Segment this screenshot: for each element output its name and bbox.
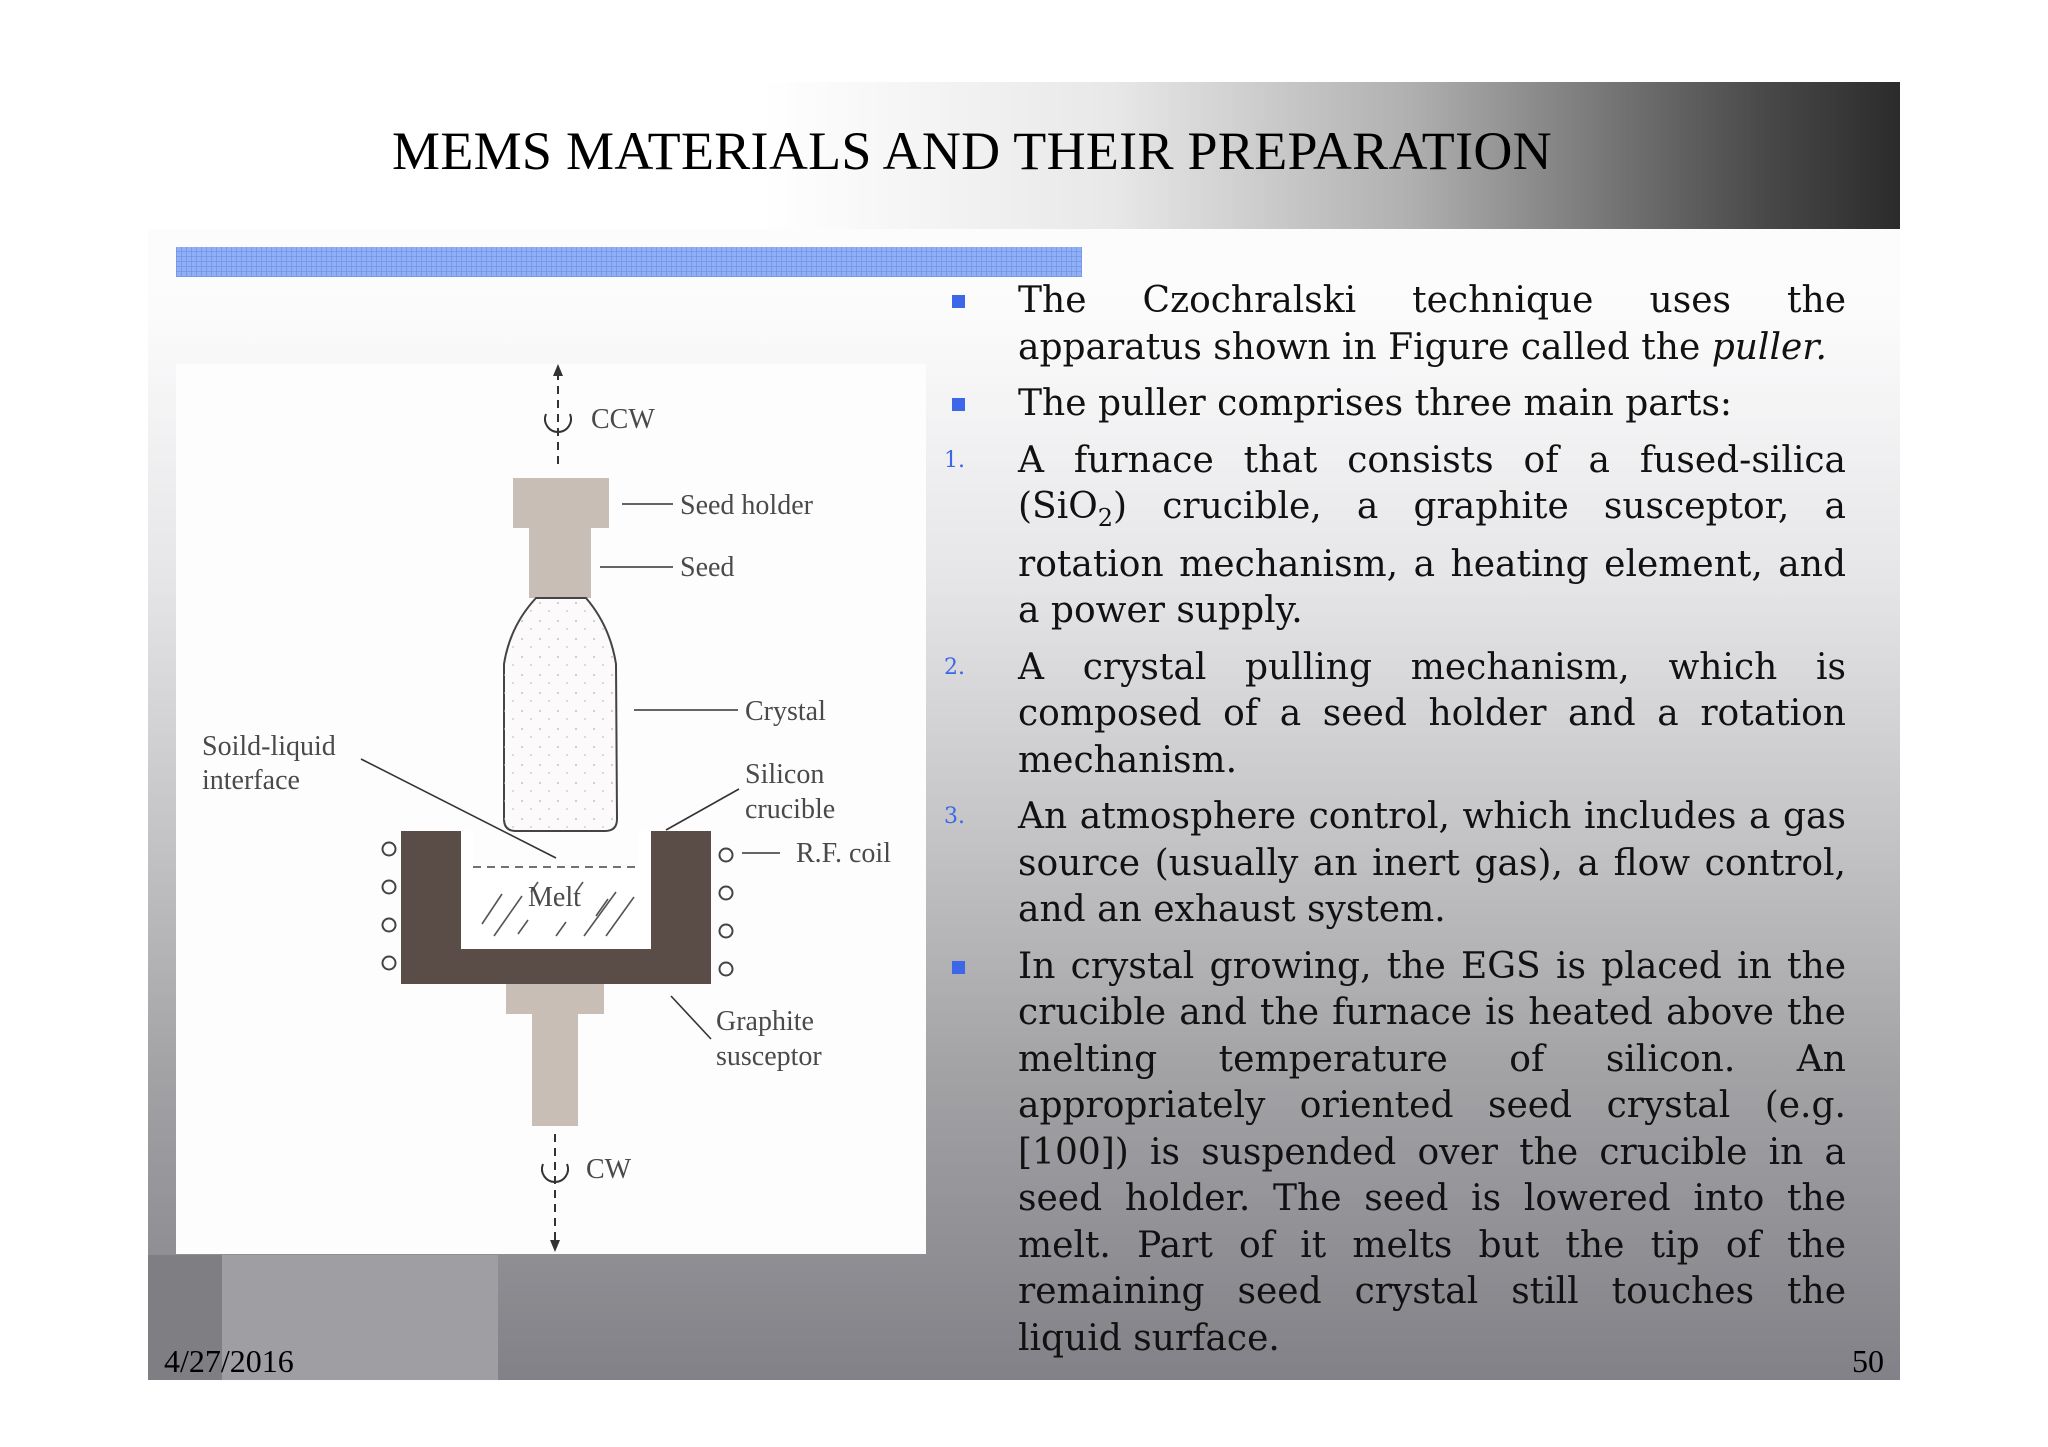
susceptor-shaft [532,1014,578,1126]
slide-date: 4/27/2016 [164,1343,294,1379]
numbered-item-3 [936,794,1846,934]
silicon-crucible-label-2: crucible [745,794,836,825]
numbered-item-1 [936,438,1846,635]
ccw-label: CCW [591,404,655,435]
seed-label: Seed [680,552,735,583]
graphite-susceptor-label-1: Graphite [716,1006,814,1037]
rf-coil-label: R.F. coil [796,838,891,869]
seed-holder [513,478,609,528]
item-3-number: 3. [944,804,965,829]
item-2-text: A crystal pulling mechanism, which is composed of a seed holder and a rotation mechanism. [1018,646,1846,781]
square-bullet-icon [952,398,965,411]
decorative-hatch-bar [176,247,1082,277]
square-bullet-icon [952,295,965,308]
solid-liquid-label-1: Soild-liquid [202,731,336,762]
bullet-1-italic: puller. [1711,326,1827,368]
page-number: 50 [1852,1343,1884,1379]
bullet-item-2 [936,381,1846,428]
item-1-text-b: ) crucible, a graphite susceptor, a rotation mechanism, a heating element, and a power supply. [1018,486,1846,631]
czochralski-puller-figure [176,364,926,1254]
slide-content [936,278,1846,1372]
item-2-number: 2. [944,654,965,680]
silicon-crucible-label-1: Silicon [745,759,825,790]
item-3-text: An atmosphere control, which includes a gas source (usually an inert gas), a flow control, and an exhaust system. [1018,796,1846,930]
slide [148,82,1900,1380]
title-band [148,82,1900,229]
melt-label: Melt [528,882,581,913]
slide-title: MEMS MATERIALS AND THEIR PREPARATION [392,121,1552,181]
graphite-susceptor-label-2: susceptor [716,1041,822,1072]
bullet-1-text: The Czochralski technique uses the apparatus shown in Figure called the [1018,280,1846,368]
solid-liquid-label-2: interface [202,765,300,796]
item-1-text-a: A furnace that consists of a fused-silica (SiO [1018,439,1846,527]
square-bullet-icon [952,961,965,974]
crystal-label: Crystal [745,696,826,727]
down-arrow-icon [550,1240,560,1252]
seed [529,528,591,598]
numbered-item-2 [936,645,1846,785]
bullet-item-3 [936,944,1846,1363]
bullet-3-text: In crystal growing, the EGS is placed in the crucible and the furnace is heated above the melting temperature of silicon. An appropriately oriented seed crystal (e.g. [100]) is suspended over the crucible in a seed holder. The seed is lowered into the melt. Part of it melts but the tip of the remaining seed crystal still touches the liquid surface. [1018,945,1846,1359]
cw-label: CW [586,1154,632,1185]
bullet-2-text: The puller comprises three main parts: [1018,383,1733,424]
bullet-item-1 [936,278,1846,371]
seed-holder-label: Seed holder [680,490,813,521]
puller-diagram [176,364,926,1254]
up-arrow-icon [553,364,563,376]
item-1-subscript: 2 [1097,504,1114,532]
item-1-number: 1. [944,447,965,473]
susceptor-base [506,984,604,1014]
